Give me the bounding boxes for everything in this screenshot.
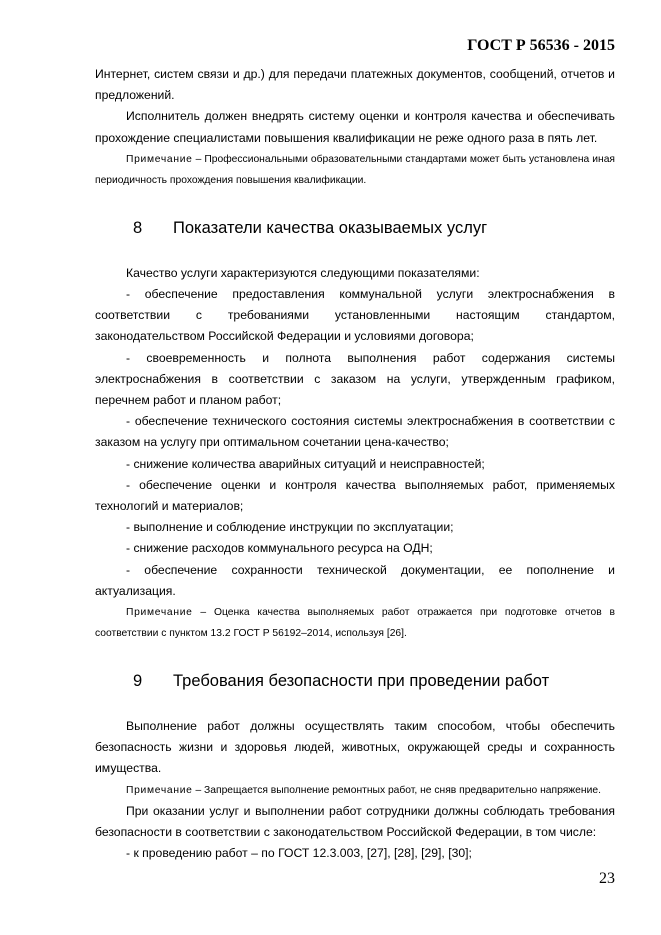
paragraph: Интернет, систем связи и др.) для передачи платежных документов, сообщений, отчетов и предложений. [95, 67, 615, 103]
paragraph: Качество услуги характеризуются следующими показателями: [126, 265, 480, 280]
note-text: – Профессиональными образовательными стандартами может быть установлена иная периодичность прохождения повышения квалификации. [95, 153, 615, 186]
note-text: – Запрещается выполнение ремонтных работ, не сняв предварительно напряжение. [192, 784, 601, 796]
list-item: - обеспечение предоставления коммунальной услуги электроснабжения в соответствии с требованиями установленными настоящим стандартом, законодательством Российской Федерации и условиями договора; [95, 287, 615, 344]
section-heading-8 [95, 217, 615, 239]
note [95, 780, 615, 801]
list-item: - обеспечение оценки и контроля качества выполняемых работ, применяемых технологий и материалов; [95, 477, 615, 514]
paragraph: Выполнение работ должны осуществлять таким способом, чтобы обеспечить безопасность жизни и здоровья людей, животных, окружающей среды и сохранность имущества. [95, 719, 615, 776]
section-number: 9 [133, 672, 143, 691]
list-item: - снижение расходов коммунального ресурса на ОДН; [126, 541, 433, 556]
paragraph: Исполнитель должен внедрять систему оценки и контроля качества и обеспечивать прохождение специалистами повышения квалификации не реже одного раза в пять лет. [95, 109, 615, 145]
document-header: ГОСТ Р 56536 - 2015 [467, 37, 615, 54]
note-label: Примечание [126, 607, 193, 619]
page-body [95, 64, 615, 864]
section-title: Требования безопасности при проведении работ [173, 672, 550, 691]
list-item: - к проведению работ – по ГОСТ 12.3.003, [27], [28], [29], [30]; [126, 846, 472, 861]
list-item: - снижение количества аварийных ситуаций и неисправностей; [126, 456, 485, 471]
list-item: - обеспечение технического состояния системы электроснабжения в соответствии с заказом на услугу при оптимальном сочетании цена-качество; [95, 414, 615, 450]
list-item: - своевременность и полнота выполнения работ содержания системы электроснабжения в соответствии с заказом на услуги, утвержденным графиком, перечнем работ и планом работ; [95, 350, 615, 408]
section-number: 8 [133, 218, 143, 237]
note-label: Примечание [126, 784, 193, 796]
section-title: Показатели качества оказываемых услуг [173, 218, 488, 237]
page-number: 23 [599, 870, 615, 887]
note-label: Примечание [126, 153, 193, 165]
list-item: - выполнение и соблюдение инструкции по эксплуатации; [126, 520, 454, 535]
paragraph: При оказании услуг и выполнении работ сотрудники должны соблюдать требования безопасности в соответствии с законодательством Российской Федерации, в том числе: [95, 803, 615, 839]
note-text: – Оценка качества выполняемых работ отражается при подготовке отчетов в соответствии с пунктом 13.2 ГОСТ Р 56192–2014, используя [26]. [95, 607, 615, 640]
note [95, 602, 615, 644]
section-heading-9 [95, 670, 615, 692]
list-item: - обеспечение сохранности технической документации, ее пополнение и актуализация. [95, 562, 615, 598]
note [95, 149, 615, 191]
